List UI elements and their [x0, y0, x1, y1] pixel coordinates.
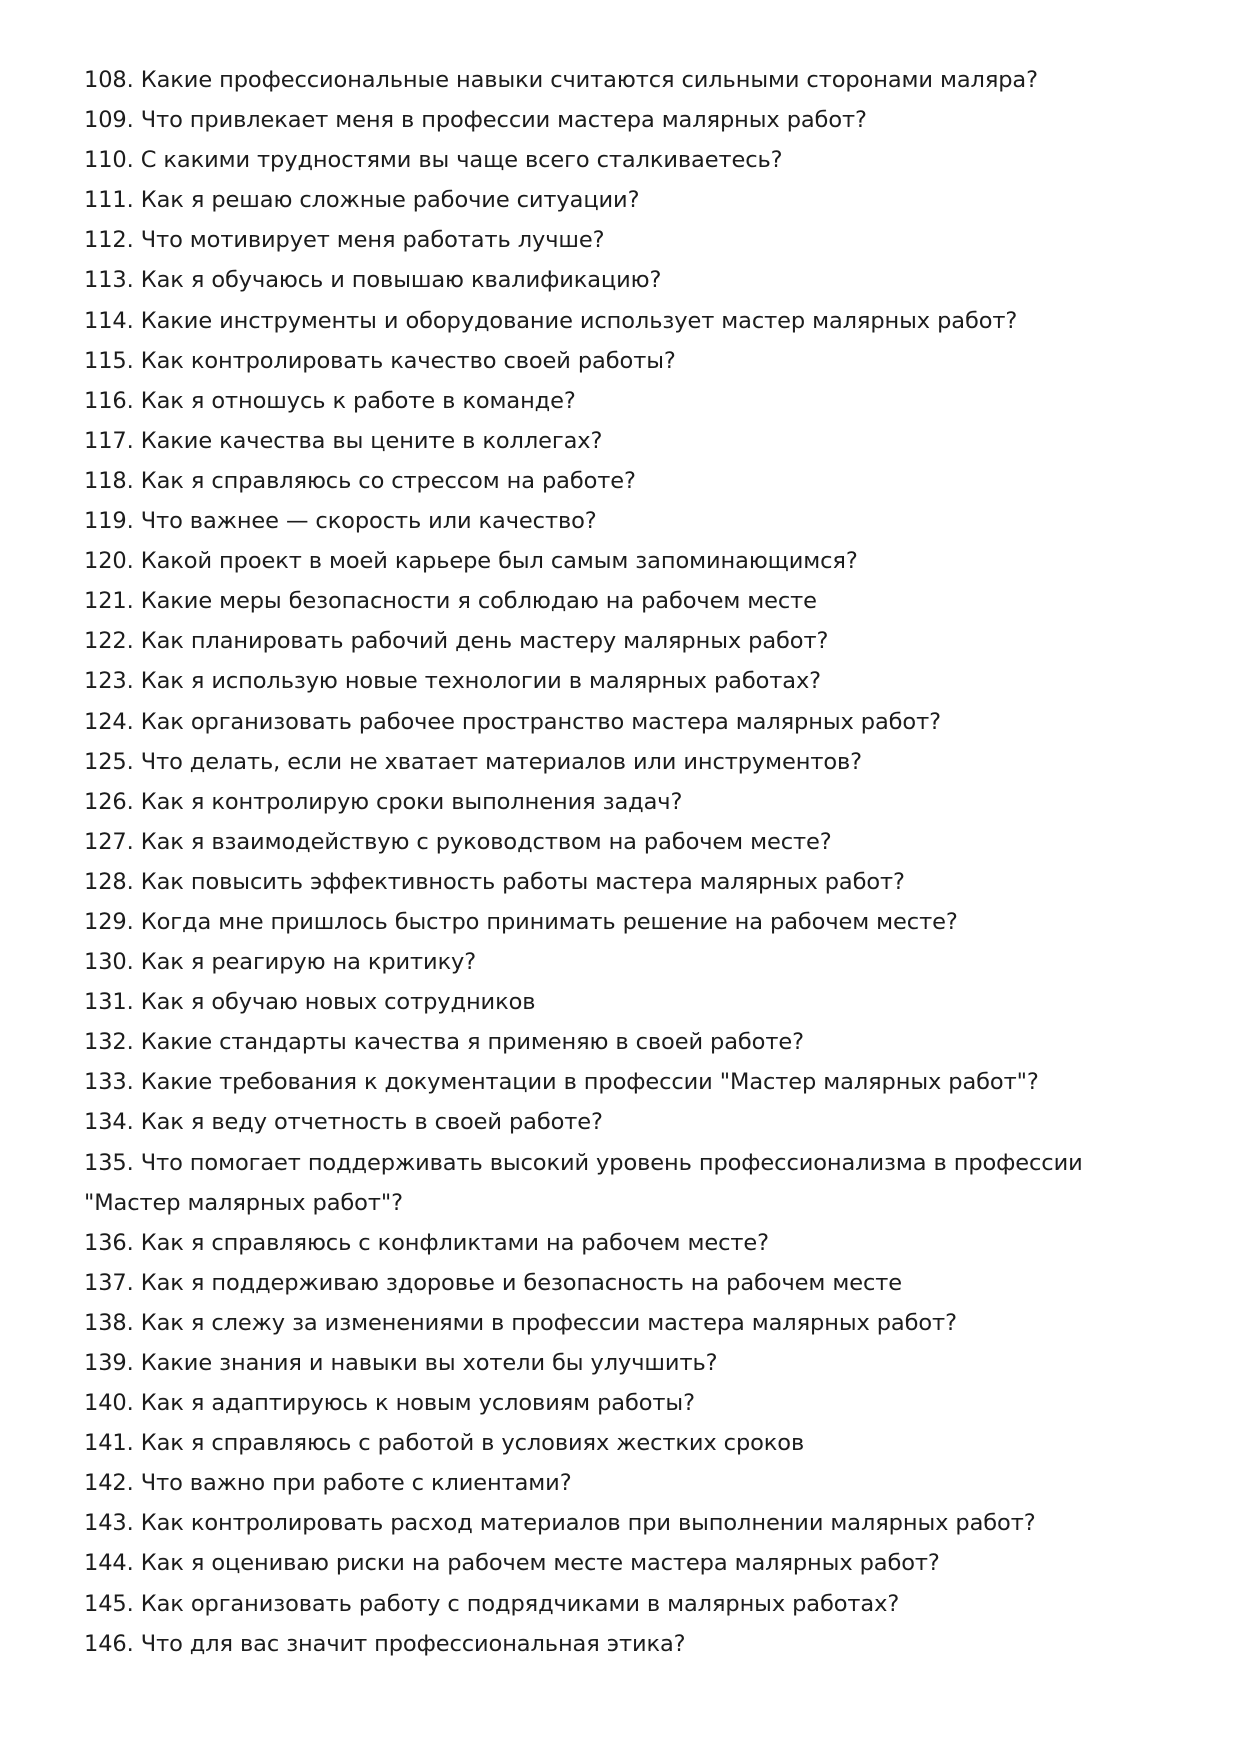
question-129: 129. Когда мне пришлось быстро принимать решение на рабочем месте? [84, 908, 958, 935]
question-125: 125. Что делать, если не хватает материалов или инструментов? [84, 748, 863, 775]
question-123: 123. Как я использую новые технологии в малярных работах? [84, 668, 822, 695]
question-110: 110. С какими трудностями вы чаще всего сталкиваетесь? [84, 147, 783, 174]
question-112: 112. Что мотивирует меня работать лучше? [84, 227, 605, 254]
question-108: 108. Какие профессиональные навыки считаются сильными сторонами маляра? [84, 67, 1038, 93]
question-list [84, 60, 1174, 1664]
question-139: 139. Какие знания и навыки вы хотели бы улучшить? [84, 1350, 718, 1376]
question-133: 133. Какие требования к документации в профессии "Мастер малярных работ"? [84, 1069, 1039, 1096]
question-124: 124. Как организовать рабочее пространство мастера малярных работ? [84, 708, 941, 735]
question-126: 126. Как я контролирую сроки выполнения задач? [84, 788, 683, 815]
question-142: 142. Что важно при работе с клиентами? [84, 1470, 572, 1497]
question-146: 146. Что для вас значит профессиональная этика? [84, 1630, 686, 1657]
question-114: 114. Какие инструменты и оборудование использует мастер малярных работ? [84, 307, 1018, 334]
question-132: 132. Какие стандарты качества я применяю в своей работе? [84, 1029, 804, 1056]
question-109: 109. Что привлекает меня в профессии мастера малярных работ? [84, 107, 867, 134]
question-144: 144. Как я оцениваю риски на рабочем месте мастера малярных работ? [84, 1550, 940, 1577]
question-113: 113. Как я обучаюсь и повышаю квалификацию? [84, 267, 662, 294]
question-121: 121. Какие меры безопасности я соблюдаю на рабочем месте [84, 588, 817, 615]
question-135: 135. Что помогает поддерживать высокий уровень профессионализма в профессии "Мастер малярных работ"? [84, 1149, 1083, 1216]
question-128: 128. Как повысить эффективность работы мастера малярных работ? [84, 868, 905, 895]
question-145: 145. Как организовать работу с подрядчиками в малярных работах? [84, 1590, 900, 1617]
question-111: 111. Как я решаю сложные рабочие ситуации? [84, 187, 640, 214]
question-116: 116. Как я отношусь к работе в команде? [84, 387, 576, 414]
question-127: 127. Как я взаимодействую с руководством на рабочем месте? [84, 828, 832, 855]
question-120: 120. Какой проект в моей карьере был самым запоминающимся? [84, 548, 858, 575]
question-143: 143. Как контролировать расход материалов при выполнении малярных работ? [84, 1510, 1036, 1537]
question-140: 140. Как я адаптируюсь к новым условиям работы? [84, 1390, 695, 1417]
question-136: 136. Как я справляюсь с конфликтами на рабочем месте? [84, 1229, 769, 1256]
question-134: 134. Как я веду отчетность в своей работе? [84, 1109, 603, 1136]
question-118: 118. Как я справляюсь со стрессом на работе? [84, 467, 636, 494]
question-122: 122. Как планировать рабочий день мастеру малярных работ? [84, 628, 829, 655]
question-131: 131. Как я обучаю новых сотрудников [84, 989, 536, 1016]
question-130: 130. Как я реагирую на критику? [84, 949, 477, 976]
question-138: 138. Как я слежу за изменениями в профессии мастера малярных работ? [84, 1309, 957, 1336]
question-137: 137. Как я поддерживаю здоровье и безопасность на рабочем месте [84, 1269, 902, 1296]
question-115: 115. Как контролировать качество своей работы? [84, 347, 676, 374]
question-119: 119. Что важнее — скорость или качество? [84, 508, 597, 535]
question-117: 117. Какие качества вы цените в коллегах? [84, 427, 603, 454]
question-141: 141. Как я справляюсь с работой в условиях жестких сроков [84, 1430, 805, 1457]
